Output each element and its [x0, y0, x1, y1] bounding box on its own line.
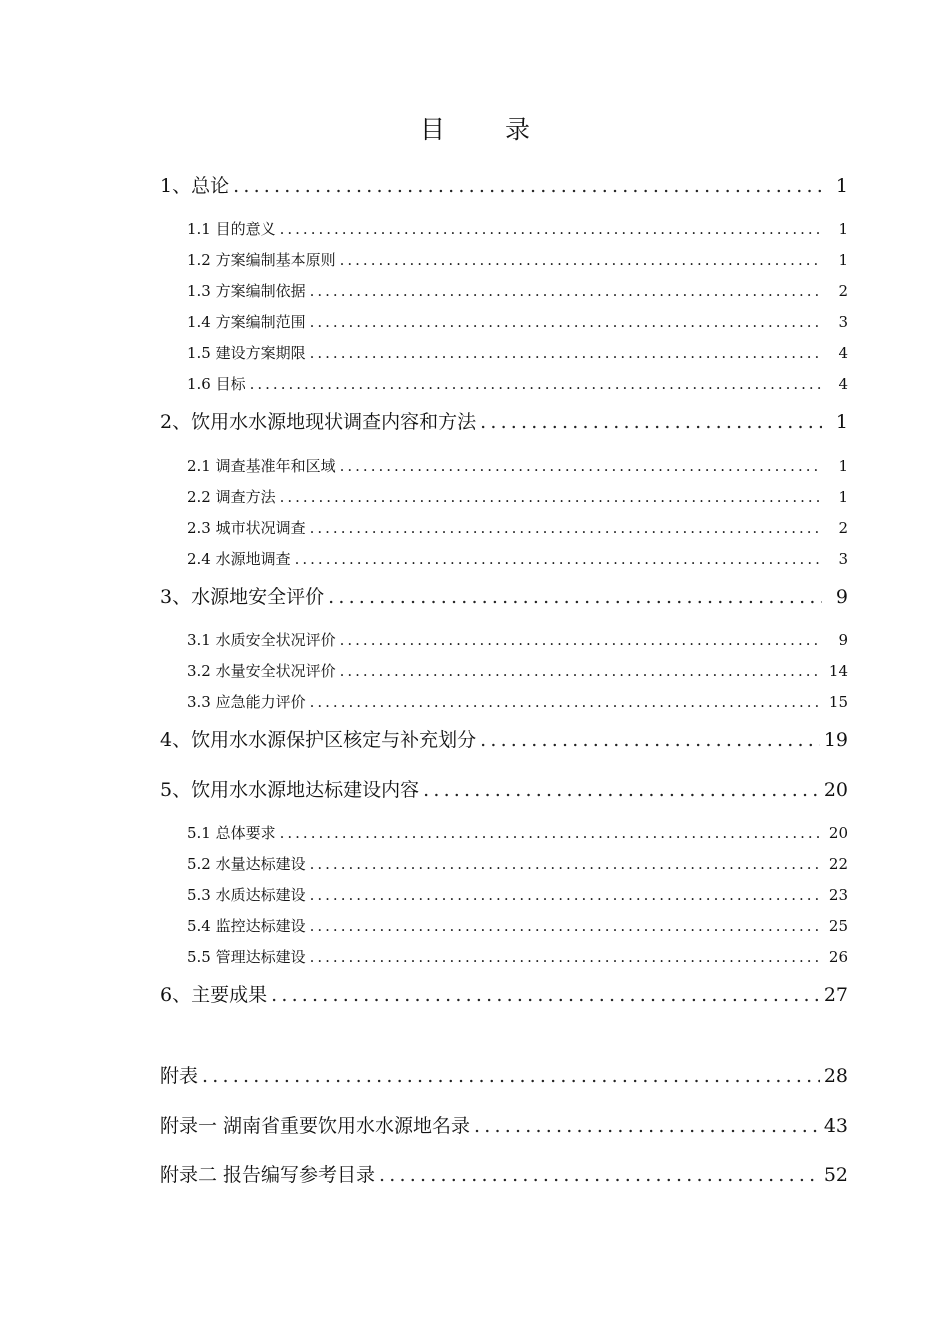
- toc-entry-label: 5.3 水质达标建设: [187, 886, 306, 904]
- toc-entry[interactable]: [160, 583, 848, 611]
- toc-entry-page: 19: [823, 729, 848, 751]
- toc-entry-page: 23: [828, 886, 848, 904]
- toc-entry-page: 43: [823, 1115, 848, 1137]
- toc-entry[interactable]: [187, 946, 848, 968]
- toc-entry-page: 27: [823, 984, 848, 1006]
- toc-leader-dots: [379, 1161, 820, 1189]
- toc-entry-page: 1: [838, 220, 848, 238]
- toc-entry-label: 1.6 目标: [187, 375, 246, 393]
- toc-leader-dots: [295, 548, 822, 570]
- toc-entry[interactable]: [187, 249, 848, 271]
- toc-entry-label: 5.5 管理达标建设: [187, 948, 306, 966]
- toc-entry-page: 1: [838, 251, 848, 269]
- toc-leader-dots: [250, 373, 822, 395]
- toc-entry[interactable]: [187, 280, 848, 302]
- toc-entry[interactable]: [160, 1161, 848, 1189]
- toc-entry-page: 3: [838, 550, 848, 568]
- toc-entry-page: 20: [823, 779, 848, 801]
- toc-entry[interactable]: [187, 629, 848, 651]
- toc-leader-dots: [310, 280, 822, 302]
- toc-entry-label: 2.4 水源地调查: [187, 550, 291, 568]
- toc-leader-dots: [474, 1112, 820, 1140]
- toc-leader-dots: [280, 486, 822, 508]
- toc-entry-label: 附录一 湖南省重要饮用水水源地名录: [160, 1115, 471, 1137]
- toc-entry[interactable]: [187, 822, 848, 844]
- toc-entry[interactable]: [187, 660, 848, 682]
- toc-entry[interactable]: [160, 172, 848, 200]
- toc-entry[interactable]: [187, 915, 848, 937]
- toc-entry[interactable]: [160, 1112, 848, 1140]
- toc-leader-dots: [310, 884, 822, 906]
- toc-entry-page: 28: [823, 1065, 848, 1087]
- toc-entry[interactable]: [160, 408, 848, 436]
- toc-leader-dots: [480, 408, 822, 436]
- toc-entry-label: 2.2 调查方法: [187, 488, 276, 506]
- toc-leader-dots: [271, 981, 820, 1009]
- toc-entry[interactable]: [187, 691, 848, 713]
- toc-entry-page: 9: [838, 631, 848, 649]
- toc-entry-label: 附录二 报告编写参考目录: [160, 1164, 376, 1186]
- toc-entry-page: 2: [838, 519, 848, 537]
- toc-entry-page: 20: [828, 824, 848, 842]
- toc-title: 目 录: [420, 115, 556, 144]
- toc-entry[interactable]: [160, 726, 848, 754]
- toc-leader-dots: [310, 342, 822, 364]
- toc-leader-dots: [480, 726, 820, 754]
- toc-entry-label: 1.5 建设方案期限: [187, 344, 306, 362]
- toc-entry-label: 5、饮用水水源地达标建设内容: [160, 779, 420, 801]
- toc-entry-label: 3、水源地安全评价: [160, 586, 325, 608]
- toc-entry-page: 1: [838, 488, 848, 506]
- toc-entry-page: 1: [835, 175, 848, 197]
- toc-entry-label: 1.4 方案编制范围: [187, 313, 306, 331]
- toc-leader-dots: [280, 822, 822, 844]
- toc-entry-label: 1.2 方案编制基本原则: [187, 251, 336, 269]
- toc-entry-page: 1: [835, 411, 848, 433]
- toc-leader-dots: [310, 311, 822, 333]
- toc-leader-dots: [310, 517, 822, 539]
- toc-entry-page: 1: [838, 457, 848, 475]
- toc-entry-label: 2、饮用水水源地现状调查内容和方法: [160, 411, 477, 433]
- toc-entry[interactable]: [187, 517, 848, 539]
- toc-entry-label: 3.2 水量安全状况评价: [187, 662, 336, 680]
- toc-entry[interactable]: [187, 853, 848, 875]
- toc-entry-page: 2: [838, 282, 848, 300]
- toc-entry[interactable]: [160, 776, 848, 804]
- toc-entry-page: 22: [828, 855, 848, 873]
- toc-entry-page: 15: [828, 693, 848, 711]
- toc-entry[interactable]: [187, 218, 848, 240]
- toc-leader-dots: [340, 455, 822, 477]
- toc-entry[interactable]: [160, 1062, 848, 1090]
- toc-entry-label: 1.3 方案编制依据: [187, 282, 306, 300]
- toc-leader-dots: [340, 660, 822, 682]
- toc-leader-dots: [233, 172, 822, 200]
- toc-leader-dots: [310, 946, 822, 968]
- toc-entry-label: 1.1 目的意义: [187, 220, 276, 238]
- toc-entry-label: 5.4 监控达标建设: [187, 917, 306, 935]
- toc-entry-label: 附表: [160, 1065, 199, 1087]
- toc-leader-dots: [202, 1062, 820, 1090]
- toc-entry-page: 26: [828, 948, 848, 966]
- toc-entry[interactable]: [160, 981, 848, 1009]
- toc-entry[interactable]: [187, 342, 848, 364]
- toc-entry-label: 3.3 应急能力评价: [187, 693, 306, 711]
- toc-entry-label: 4、饮用水水源保护区核定与补充划分: [160, 729, 477, 751]
- toc-leader-dots: [340, 629, 822, 651]
- toc-entry[interactable]: [187, 884, 848, 906]
- toc-entry-label: 2.1 调查基准年和区域: [187, 457, 336, 475]
- toc-leader-dots: [328, 583, 822, 611]
- toc-entry[interactable]: [187, 311, 848, 333]
- toc-entry-page: 25: [828, 917, 848, 935]
- toc-entry-label: 2.3 城市状况调查: [187, 519, 306, 537]
- toc-leader-dots: [310, 691, 822, 713]
- toc-entry[interactable]: [187, 548, 848, 570]
- toc-entry-page: 14: [828, 662, 848, 680]
- toc-entry[interactable]: [187, 373, 848, 395]
- toc-entry-page: 9: [835, 586, 848, 608]
- toc-entry-page: 3: [838, 313, 848, 331]
- toc-entry-page: 4: [838, 344, 848, 362]
- toc-entry-page: 52: [823, 1164, 848, 1186]
- toc-entry[interactable]: [187, 455, 848, 477]
- toc-leader-dots: [340, 249, 822, 271]
- toc-leader-dots: [310, 853, 822, 875]
- toc-entry-label: 5.2 水量达标建设: [187, 855, 306, 873]
- toc-leader-dots: [310, 915, 822, 937]
- toc-leader-dots: [423, 776, 820, 804]
- toc-entry-label: 6、主要成果: [160, 984, 268, 1006]
- toc-entry-page: 4: [838, 375, 848, 393]
- toc-leader-dots: [280, 218, 822, 240]
- toc-entry-label: 3.1 水质安全状况评价: [187, 631, 336, 649]
- toc-entry[interactable]: [187, 486, 848, 508]
- toc-entry-label: 5.1 总体要求: [187, 824, 276, 842]
- toc-entry-label: 1、总论: [160, 175, 230, 197]
